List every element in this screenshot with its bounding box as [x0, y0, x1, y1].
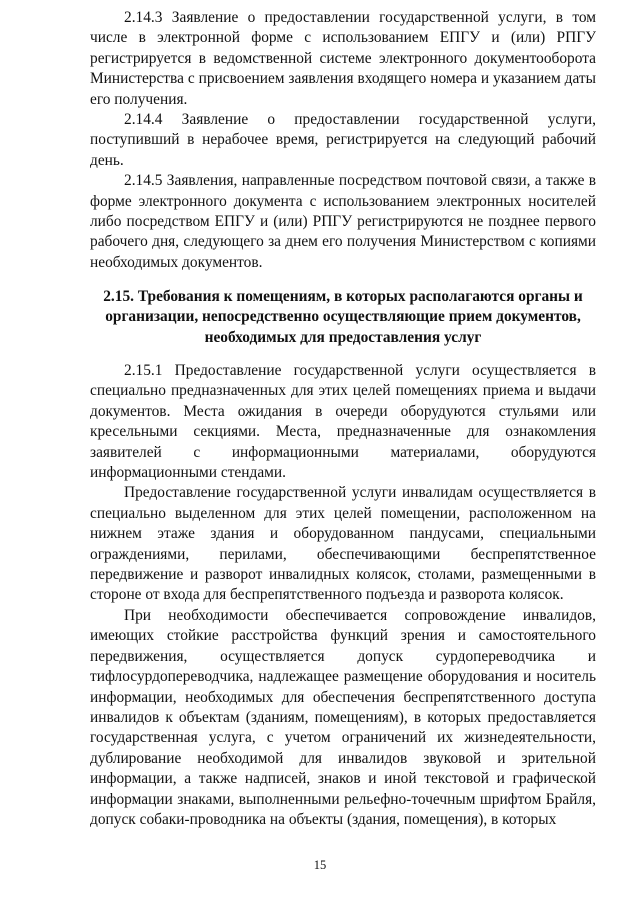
paragraph-accompaniment: При необходимости обеспечивается сопровождение инвалидов, имеющих стойкие расстройства функций зрения и самостоятельного передвижения, осуществляется допуск сурдопереводчика и тифлосурдопереводчика, надлежащее размещение оборудования и носитель информации, необходимых для обеспечения беспрепятственного доступа инвалидов к объектам (зданиям, помещениям), в которых предоставляется государственная услуга, с учетом ограничений их жизнедеятельности, дублирование необходимой для инвалидов звуковой и зрительной информации, а также надписей, знаков и иной текстовой и графической информации знаками, выполненными рельефно-точечным шрифтом Брайля, допуск собаки-проводника на объекты (здания, помещения), в которых — [90, 606, 596, 828]
paragraph-2-14-5: 2.14.5 Заявления, направленные посредством почтовой связи, а также в форме электронного документа с использованием электронных носителей либо посредством ЕПГУ и (или) РПГУ регистрируются не позднее первого рабочего дня, следующего за днем его получения Министерством с копиями необходимых документов. — [90, 172, 596, 271]
text-block-section-2-15 — [90, 361, 596, 830]
paragraph-disabled-access: Предоставление государственной услуги инвалидам осуществляется в специально выделенном для этих целей помещении, расположенном на нижнем этаже здания и оборудованном пандусами, специальными ограждениями, перилами, обеспечивающими беспрепятственное передвижение и разворот инвалидных колясок, столами, размещенными в стороне от входа для беспрепятственного подъезда и разворота колясок. — [90, 484, 596, 604]
paragraph-2-14-4: 2.14.4 Заявление о предоставлении государственной услуги, поступивший в нерабочее время, регистрируется на следующий рабочий день. — [90, 111, 596, 169]
paragraph-2-15-1: 2.15.1 Предоставление государственной услуги осуществляется в специально предназначенных для этих целей помещениях приема и выдачи документов. Места ожидания в очереди оборудуются стульями или кресельными секциями. Места, предназначенные для ознакомления заявителей с информационными материалами, оборудуются информационными стендами. — [90, 362, 596, 482]
text-block-section-2-14 — [90, 8, 596, 273]
section-heading-2-15: 2.15. Требования к помещениям, в которых располагаются органы и организации, непосредственно осуществляющие прием документов, необходимых для предоставления услуг — [103, 288, 583, 346]
paragraph-2-14-3: 2.14.3 Заявление о предоставлении государственной услуги, в том числе в электронной форме с использованием ЕПГУ и (или) РПГУ регистрируется в ведомственной системе электронного документооборота Министерства с присвоением заявления входящего номера и указанием даты его получения. — [90, 9, 596, 108]
page-number: 15 — [313, 858, 327, 872]
